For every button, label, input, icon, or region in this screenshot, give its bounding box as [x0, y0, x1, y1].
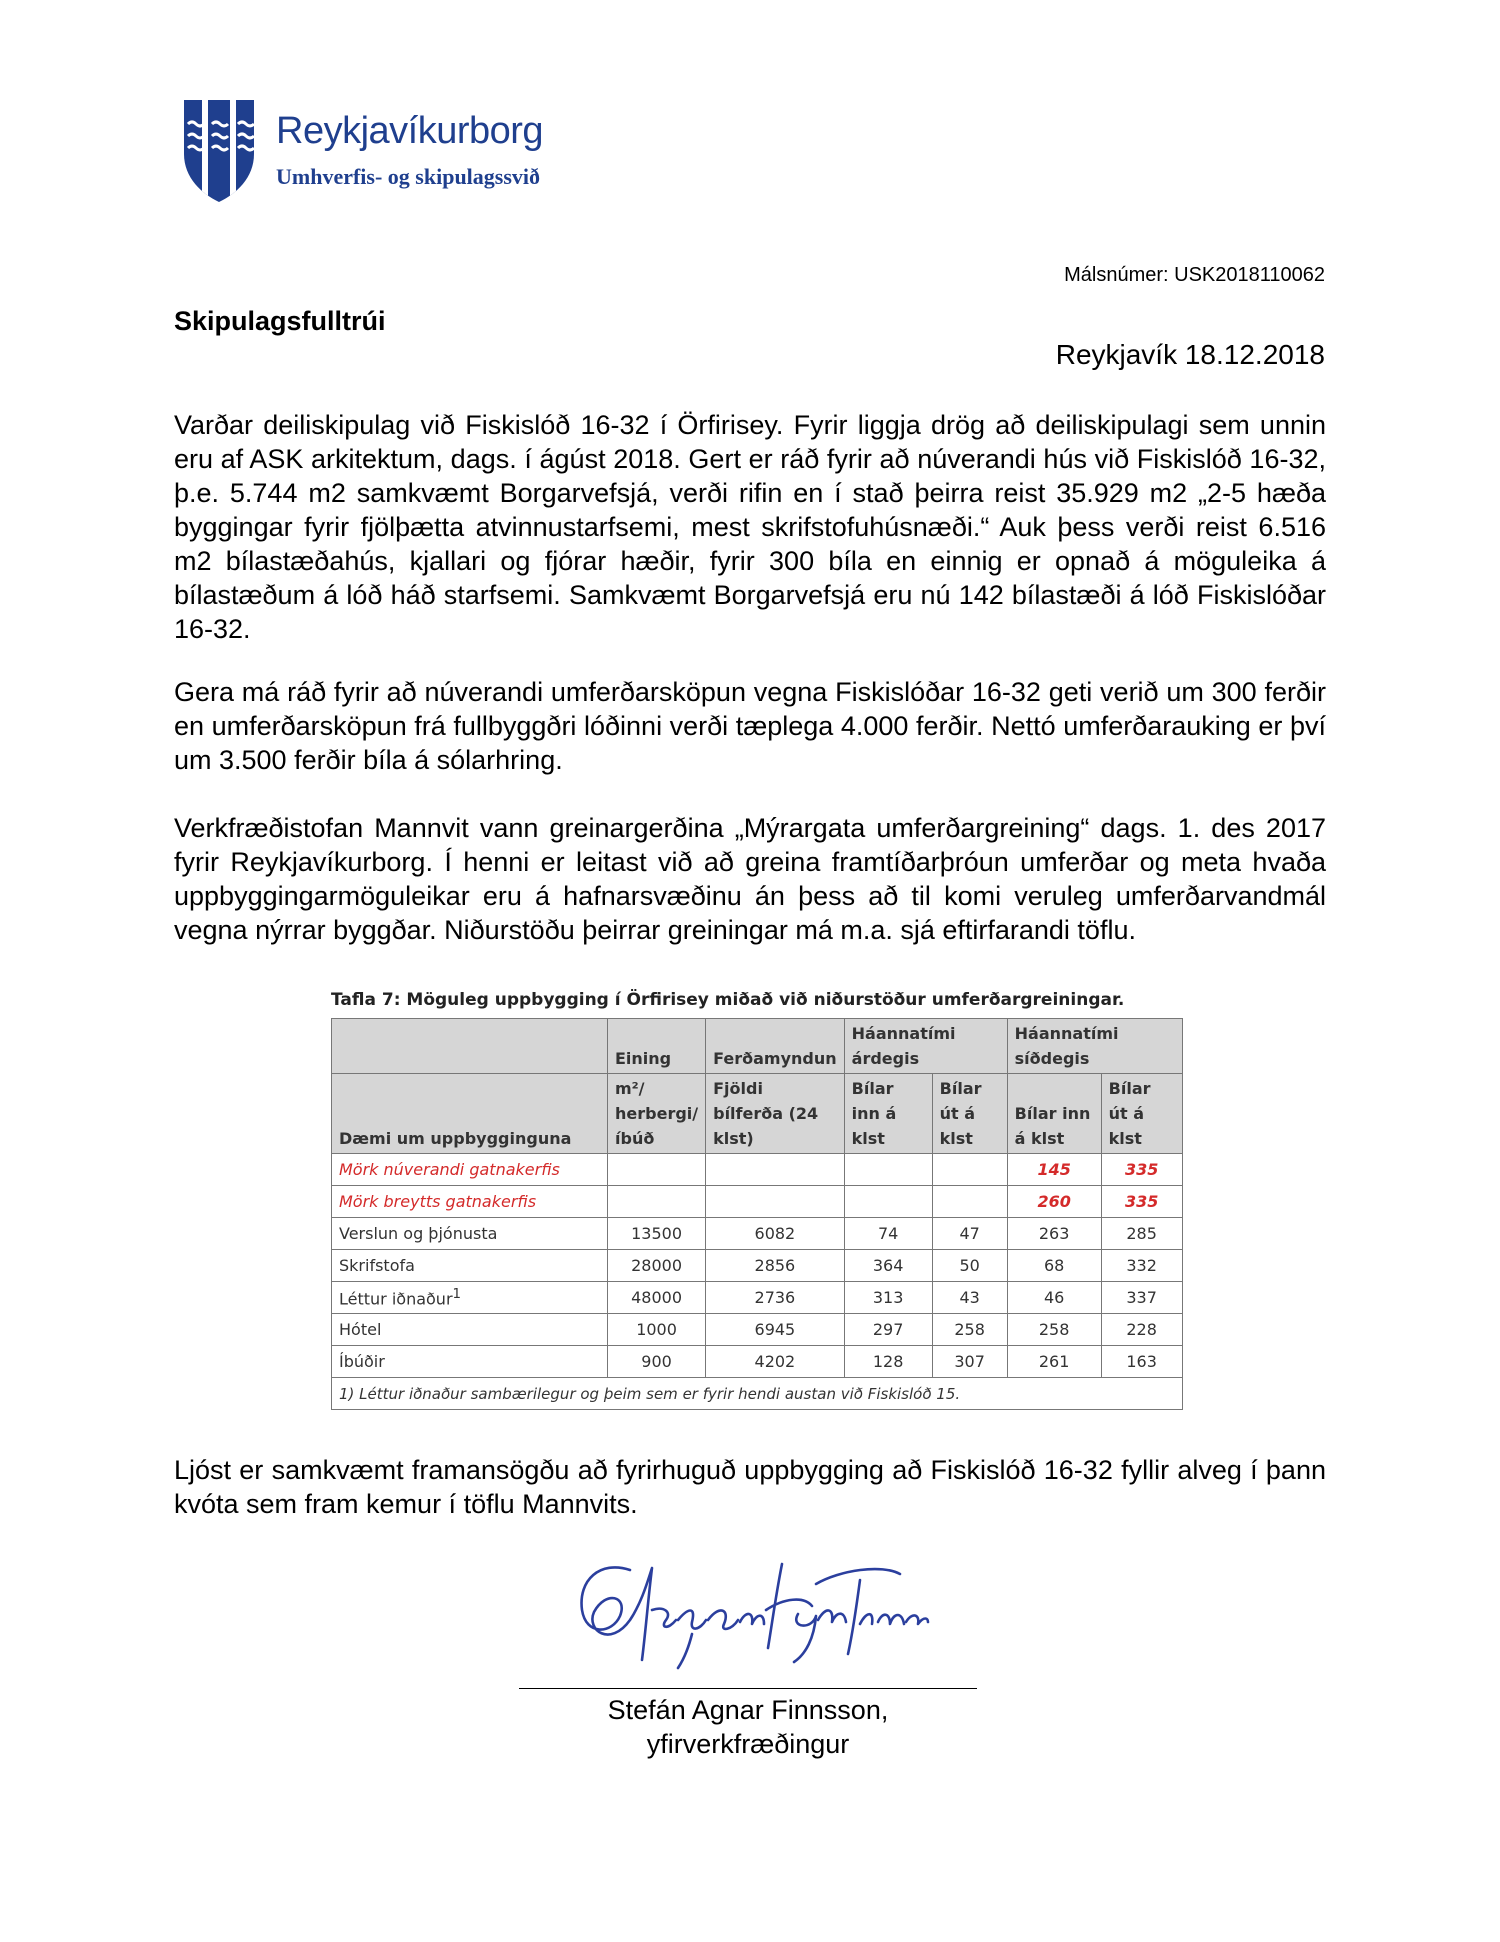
cell-trips: 6945 — [706, 1314, 845, 1346]
cell-pm-out: 335 — [1101, 1186, 1182, 1218]
signer-name: Stefán Agnar Finnsson, — [607, 1695, 889, 1725]
recipient-heading: Skipulagsfulltrúi — [174, 306, 386, 336]
table-group-header-row — [332, 1019, 1183, 1074]
row-label: Léttur iðnaður — [339, 1289, 453, 1309]
header-empty — [332, 1019, 608, 1074]
table-row — [332, 1218, 1183, 1250]
row-label: Mörk breytts gatnakerfis — [332, 1186, 608, 1218]
cell-pm-in: 46 — [1007, 1282, 1101, 1314]
header-ferdamyndun: Ferðamyndun — [706, 1019, 845, 1074]
table-row — [332, 1282, 1183, 1314]
cell-am-in: 74 — [844, 1218, 932, 1250]
table-row — [332, 1346, 1183, 1378]
cell-unit: 13500 — [608, 1218, 706, 1250]
letterhead — [180, 96, 580, 206]
cell-am-out: 43 — [932, 1282, 1007, 1314]
handwritten-signature — [560, 1550, 930, 1680]
paragraph-2: Gera má ráð fyrir að núverandi umferðarsköpun vegna Fiskislóðar 16-32 geti verið um 300 ferðir en umferðarsköpun frá fullbyggðri lóðinni verði tæplega 4.000 ferðir. Nettó umferðarauking er því um 3.500 ferðir bíla á sólarhring. — [174, 677, 1326, 775]
traffic-table — [331, 1018, 1183, 1410]
cell-am-in: 297 — [844, 1314, 932, 1346]
cell-am-in: 364 — [844, 1250, 932, 1282]
table-footnote-row — [332, 1378, 1183, 1410]
city-crest-icon — [180, 96, 258, 204]
cell-pm-in: 261 — [1007, 1346, 1101, 1378]
cell-pm-out: 332 — [1101, 1250, 1182, 1282]
department-name: Umhverfis- og skipulagssvið — [276, 164, 541, 189]
cell-pm-in: 145 — [1007, 1154, 1101, 1186]
cell-pm-in: 68 — [1007, 1250, 1101, 1282]
header-am-out: Bílar út á klst — [932, 1074, 1007, 1154]
cell-am-in: 313 — [844, 1282, 932, 1314]
cell-pm-in: 258 — [1007, 1314, 1101, 1346]
table-footnote: 1) Léttur iðnaður sambærilegur og þeim sem er fyrir hendi austan við Fiskislóð 15. — [332, 1378, 1183, 1410]
table-row-limit-changed — [332, 1186, 1183, 1218]
table-row — [332, 1314, 1183, 1346]
row-label: Skrifstofa — [332, 1250, 608, 1282]
cell-unit: 1000 — [608, 1314, 706, 1346]
table-caption: Tafla 7: Möguleg uppbygging í Örfirisey miðað við niðurstöður umferðargreiningar. — [331, 990, 1125, 1010]
row-label: Hótel — [332, 1314, 608, 1346]
cell-pm-out: 228 — [1101, 1314, 1182, 1346]
table-row-limit-current — [332, 1154, 1183, 1186]
cell-trips: 2736 — [706, 1282, 845, 1314]
cell-am-out: 258 — [932, 1314, 1007, 1346]
cell-trips: 6082 — [706, 1218, 845, 1250]
header-trips: Fjöldi bílferða (24 klst) — [706, 1074, 845, 1154]
cell-am-in: 128 — [844, 1346, 932, 1378]
cell-pm-out: 163 — [1101, 1346, 1182, 1378]
cell-am-out: 307 — [932, 1346, 1007, 1378]
header-ardegis: Háannatími árdegis — [844, 1019, 1007, 1074]
signature-line — [519, 1688, 977, 1689]
table-column-header-row — [332, 1074, 1183, 1154]
cell-unit: 900 — [608, 1346, 706, 1378]
signer-title: yfirverkfræðingur — [646, 1729, 850, 1759]
footnote-marker: 1 — [452, 1286, 461, 1302]
header-pm-in: Bílar inn á klst — [1007, 1074, 1101, 1154]
paragraph-3: Verkfræðistofan Mannvit vann greinargerðina „Mýrargata umferðargreining“ dags. 1. des 2017 fyrir Reykjavíkurborg. Í henni er leitast við að greina framtíðarþróun umferðar og meta hvaða uppbyggingarmöguleikar eru á hafnarsvæðinu án þess að til komi veruleg umferðarvandmál vegna nýrrar byggðar. Niðurstöðu þeirrar greiningar má m.a. sjá eftirfarandi töflu. — [174, 813, 1326, 945]
cell-trips: 2856 — [706, 1250, 845, 1282]
paragraph-1: Varðar deiliskipulag við Fiskislóð 16-32 í Örfirisey. Fyrir liggja drög að deiliskipulagi sem unnin eru af ASK arkitektum, dags. í ágúst 2018. Gert er ráð fyrir að núverandi hús við Fiskislóð 16-32, þ.e. 5.744 m2 samkvæmt Borgarvefsjá, verði rifin en í stað þeirra reist 35.929 m2 „2-5 hæða byggingar fyrir fjölþætta atvinnustarfsemi, mest skrifstofuhúsnæði.“ Auk þess verði reist 6.516 m2 bílastæðahús, kjallari og fjórar hæðir, fyrir 300 bíla en einnig er opnað á möguleika á bílastæðum á lóð háð starfsemi. Samkvæmt Borgarvefsjá eru nú 142 bílastæði á lóð Fiskislóðar 16-32. — [174, 410, 1326, 644]
cell-pm-in: 260 — [1007, 1186, 1101, 1218]
cell-unit: 28000 — [608, 1250, 706, 1282]
header-unit: m²/ herbergi/ íbúð — [608, 1074, 706, 1154]
header-eining: Eining — [608, 1019, 706, 1074]
paragraph-4: Ljóst er samkvæmt framansögðu að fyrirhuguð uppbygging að Fiskislóð 16-32 fyllir alveg í þann kvóta sem fram kemur í töflu Mannvits. — [174, 1455, 1326, 1519]
cell-unit: 48000 — [608, 1282, 706, 1314]
row-label: Mörk núverandi gatnakerfis — [332, 1154, 608, 1186]
cell-pm-out: 335 — [1101, 1154, 1182, 1186]
row-label: Verslun og þjónusta — [332, 1218, 608, 1250]
cell-trips: 4202 — [706, 1346, 845, 1378]
cell-pm-out: 285 — [1101, 1218, 1182, 1250]
header-am-in: Bílar inn á klst — [844, 1074, 932, 1154]
row-label-cell — [332, 1282, 608, 1314]
cell-pm-out: 337 — [1101, 1282, 1182, 1314]
header-example: Dæmi um uppbygginguna — [332, 1074, 608, 1154]
cell-am-out: 50 — [932, 1250, 1007, 1282]
org-name: Reykjavíkurborg — [276, 110, 544, 152]
cell-pm-in: 263 — [1007, 1218, 1101, 1250]
case-number: Málsnúmer: USK2018110062 — [1064, 264, 1325, 286]
row-label: Íbúðir — [332, 1346, 608, 1378]
header-sidegis: Háannatími síðdegis — [1007, 1019, 1182, 1074]
place-date: Reykjavík 18.12.2018 — [1055, 339, 1325, 370]
cell-am-out: 47 — [932, 1218, 1007, 1250]
header-pm-out: Bílar út á klst — [1101, 1074, 1182, 1154]
table-row — [332, 1250, 1183, 1282]
